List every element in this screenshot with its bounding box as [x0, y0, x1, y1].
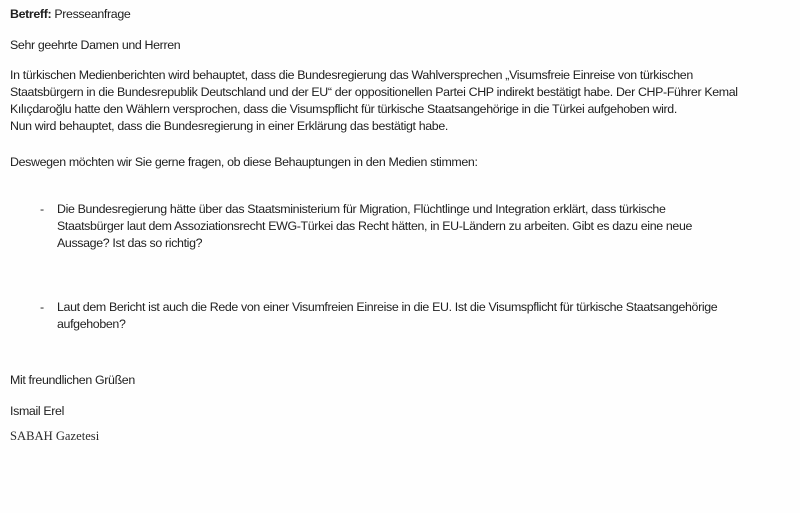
bullet-line: Aussage? Ist das so richtig?: [57, 236, 203, 250]
bullet-item-1: [10, 201, 796, 252]
intro-line: Kılıçdaroğlu hatte den Wählern versprochen, dass die Visumspflicht für türkische Staatsangehörige in die Türkei aufgehoben wird.: [10, 102, 677, 116]
bullet-text: [57, 299, 717, 333]
bullet-line: Laut dem Bericht ist auch die Rede von einer Visumfreien Einreise in die EU. Ist die Visumspflicht für türkische Staatsangehörige: [57, 300, 718, 314]
bullet-text: [57, 201, 692, 252]
bullet-line: aufgehoben?: [57, 317, 126, 331]
bullet-line: Staatsbürger laut dem Assoziationsrecht EWG-Türkei das Recht hätten, in EU-Ländern zu arbeiten. Gibt es dazu eine neue: [57, 219, 693, 233]
question-intro: Deswegen möchten wir Sie gerne fragen, ob diese Behauptungen in den Medien stimmen:: [10, 155, 478, 169]
subject-line: [10, 6, 796, 23]
bullet-marker: -: [40, 300, 44, 314]
bullet-line: Die Bundesregierung hätte über das Staatsministerium für Migration, Flüchtlinge und Integration erklärt, dass türkische: [57, 202, 666, 216]
salutation: Sehr geehrte Damen und Herren: [10, 38, 181, 52]
intro-line: In türkischen Medienberichten wird behauptet, dass die Bundesregierung das Wahlversprechen „Visumsfreie Einreise von türkischen: [10, 68, 693, 82]
subject-label: Betreff:: [10, 7, 52, 21]
subject-value: Presseanfrage: [54, 7, 131, 21]
closing-salutation: Mit freundlichen Grüßen: [10, 373, 135, 387]
signature-organization: SABAH Gazetesi: [10, 429, 100, 443]
intro-paragraph: [10, 67, 796, 135]
bullet-marker: -: [40, 202, 44, 216]
intro-line: Staatsbürgern in die Bundesrepublik Deutschland und der EU“ der oppositionellen Partei CHP indirekt bestätigt habe. Der CHP-Führer Kemal: [10, 85, 738, 99]
intro-line: Nun wird behauptet, dass die Bundesregierung in einer Erklärung das bestätigt habe.: [10, 119, 448, 133]
bullet-item-2: [10, 299, 796, 333]
signature-name: Ismail Erel: [10, 404, 64, 418]
